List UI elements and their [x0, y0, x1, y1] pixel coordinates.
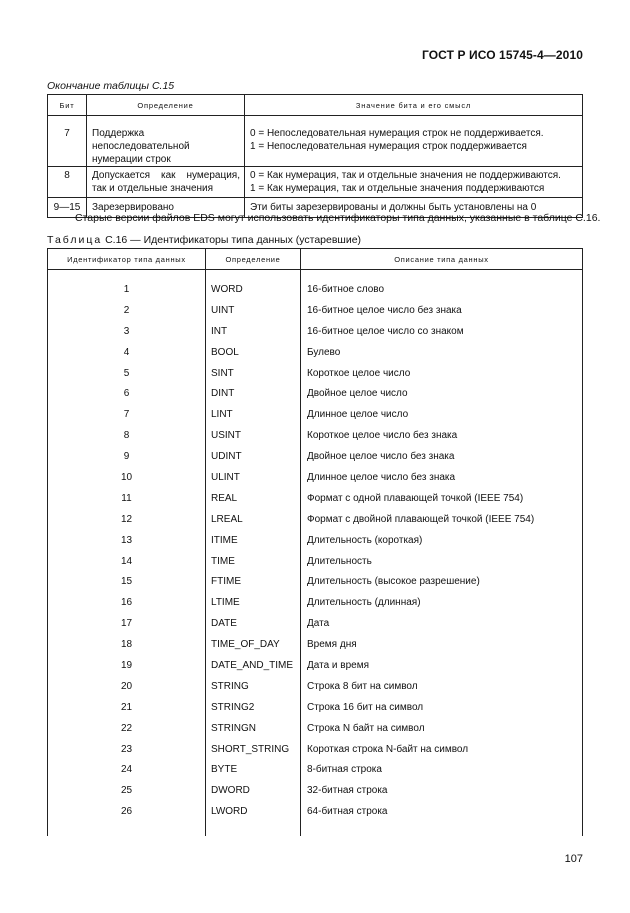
- table-row: [48, 342, 583, 363]
- cell-identifier: 18: [48, 634, 206, 655]
- cell-description: Строка 8 бит на символ: [301, 676, 583, 697]
- cell-bit: 8: [48, 167, 87, 198]
- table-c16-caption-text: С.16 — Идентификаторы типа данных (устаревшие): [102, 234, 362, 246]
- table-header-row: [48, 249, 583, 270]
- cell-identifier: 21: [48, 697, 206, 718]
- cell-identifier: 10: [48, 467, 206, 488]
- cell-description: Короткая строка N-байт на символ: [301, 739, 583, 760]
- document-header: ГОСТ Р ИСО 15745-4—2010: [421, 48, 583, 62]
- cell-identifier: 23: [48, 739, 206, 760]
- table-row: [48, 446, 583, 467]
- cell-definition: LREAL: [206, 509, 301, 530]
- cell-definition: UDINT: [206, 446, 301, 467]
- table-row: [48, 509, 583, 530]
- table-c15-caption: Окончание таблицы С.15: [47, 80, 175, 92]
- table-row: [48, 613, 583, 634]
- table-c16: [47, 248, 583, 836]
- cell-identifier: 9: [48, 446, 206, 467]
- cell-identifier: 20: [48, 676, 206, 697]
- cell-meaning: Эти биты зарезервированы и должны быть установлены на 0: [245, 198, 583, 218]
- cell-definition: STRINGN: [206, 718, 301, 739]
- cell-identifier: 19: [48, 655, 206, 676]
- table-row: [48, 634, 583, 655]
- cell-description: Дата и время: [301, 655, 583, 676]
- cell-identifier: 4: [48, 342, 206, 363]
- cell-identifier: 5: [48, 363, 206, 384]
- cell-description: Длинное целое число: [301, 404, 583, 425]
- cell-description: 64-битная строка: [301, 801, 583, 836]
- cell-definition: USINT: [206, 425, 301, 446]
- cell-description: Двойное целое число без знака: [301, 446, 583, 467]
- cell-definition: SHORT_STRING: [206, 739, 301, 760]
- cell-definition: BOOL: [206, 342, 301, 363]
- cell-definition: DINT: [206, 383, 301, 404]
- meaning-line: 1 = Непоследовательная нумерация строк поддерживается: [250, 141, 527, 152]
- cell-description: Длительность: [301, 551, 583, 572]
- cell-description: 8-битная строка: [301, 759, 583, 780]
- table-row: [48, 592, 583, 613]
- body-paragraph: Старые версии файлов EDS могут использовать идентификаторы типа данных, указанные в таблице С.16.: [75, 212, 601, 224]
- table-c16-caption-label: Таблица: [47, 234, 103, 246]
- cell-description: 16-битное целое число со знаком: [301, 321, 583, 342]
- cell-identifier: 7: [48, 404, 206, 425]
- table-row: [48, 780, 583, 801]
- table-row: [48, 530, 583, 551]
- table-row: [48, 467, 583, 488]
- cell-identifier: 3: [48, 321, 206, 342]
- table-row: [48, 116, 583, 167]
- table-row: [48, 551, 583, 572]
- table-row: [48, 167, 583, 198]
- cell-definition: LWORD: [206, 801, 301, 836]
- cell-identifier: 8: [48, 425, 206, 446]
- cell-bit: 9—15: [48, 198, 87, 218]
- cell-definition: ITIME: [206, 530, 301, 551]
- table-c16-body: [48, 270, 583, 837]
- cell-identifier: 6: [48, 383, 206, 404]
- table-row: [48, 718, 583, 739]
- cell-meaning: [245, 167, 583, 198]
- cell-definition: Зарезервировано: [87, 198, 245, 218]
- cell-definition: LTIME: [206, 592, 301, 613]
- table-row: [48, 759, 583, 780]
- cell-description: Короткое целое число без знака: [301, 425, 583, 446]
- table-row: [48, 739, 583, 760]
- cell-definition: DATE_AND_TIME: [206, 655, 301, 676]
- table-row: [48, 488, 583, 509]
- table-row: [48, 571, 583, 592]
- column-header-bit: Бит: [48, 95, 87, 116]
- cell-definition: WORD: [206, 270, 301, 300]
- cell-identifier: 11: [48, 488, 206, 509]
- cell-definition: REAL: [206, 488, 301, 509]
- cell-identifier: 17: [48, 613, 206, 634]
- cell-description: Строка N байт на символ: [301, 718, 583, 739]
- cell-description: Формат с двойной плавающей точкой (IEEE 754): [301, 509, 583, 530]
- cell-description: 32-битная строка: [301, 780, 583, 801]
- cell-description: Дата: [301, 613, 583, 634]
- table-row: [48, 676, 583, 697]
- cell-definition: TIME: [206, 551, 301, 572]
- table-row: [48, 300, 583, 321]
- table-row: [48, 697, 583, 718]
- cell-identifier: 15: [48, 571, 206, 592]
- cell-definition: TIME_OF_DAY: [206, 634, 301, 655]
- meaning-line: 1 = Как нумерация, так и отдельные значения поддерживаются: [250, 183, 545, 194]
- cell-definition: DWORD: [206, 780, 301, 801]
- meaning-line: 0 = Как нумерация, так и отдельные значения не поддерживаются.: [250, 170, 561, 181]
- table-row: [48, 383, 583, 404]
- cell-description: Длинное целое число без знака: [301, 467, 583, 488]
- page-number: 107: [564, 853, 583, 865]
- column-header-description: Описание типа данных: [301, 249, 583, 270]
- cell-description: Строка 16 бит на символ: [301, 697, 583, 718]
- cell-identifier: 16: [48, 592, 206, 613]
- column-header-identifier: Идентификатор типа данных: [48, 249, 206, 270]
- cell-definition: STRING2: [206, 697, 301, 718]
- cell-description: 16-битное целое число без знака: [301, 300, 583, 321]
- cell-definition: LINT: [206, 404, 301, 425]
- cell-description: Длительность (короткая): [301, 530, 583, 551]
- column-header-definition: Определение: [206, 249, 301, 270]
- cell-description: Формат с одной плавающей точкой (IEEE 754): [301, 488, 583, 509]
- cell-definition: ULINT: [206, 467, 301, 488]
- cell-definition: UINT: [206, 300, 301, 321]
- table-row: [48, 321, 583, 342]
- table-header-row: [48, 95, 583, 116]
- cell-identifier: 1: [48, 270, 206, 300]
- column-header-meaning: Значение бита и его смысл: [245, 95, 583, 116]
- cell-description: Длительность (высокое разрешение): [301, 571, 583, 592]
- table-row: [48, 363, 583, 384]
- table-row: [48, 655, 583, 676]
- cell-identifier: 14: [48, 551, 206, 572]
- table-row: [48, 270, 583, 300]
- cell-description: 16-битное слово: [301, 270, 583, 300]
- table-row: [48, 425, 583, 446]
- cell-description: Время дня: [301, 634, 583, 655]
- cell-definition: INT: [206, 321, 301, 342]
- cell-description: Двойное целое число: [301, 383, 583, 404]
- table-row: [48, 801, 583, 836]
- cell-description: Булево: [301, 342, 583, 363]
- cell-identifier: 12: [48, 509, 206, 530]
- cell-identifier: 22: [48, 718, 206, 739]
- cell-description: Короткое целое число: [301, 363, 583, 384]
- table-c16-caption: [47, 234, 361, 246]
- table-row: [48, 404, 583, 425]
- cell-bit: 7: [48, 116, 87, 167]
- cell-definition: SINT: [206, 363, 301, 384]
- cell-identifier: 24: [48, 759, 206, 780]
- cell-description: Длительность (длинная): [301, 592, 583, 613]
- cell-definition: Допускается как нумерация, так и отдельные значения: [87, 167, 245, 198]
- table-c15: [47, 94, 583, 218]
- cell-definition: FTIME: [206, 571, 301, 592]
- column-header-definition: Определение: [87, 95, 245, 116]
- cell-definition: Поддержка непоследовательной нумерации строк: [87, 116, 245, 167]
- cell-definition: DATE: [206, 613, 301, 634]
- cell-identifier: 25: [48, 780, 206, 801]
- cell-definition: STRING: [206, 676, 301, 697]
- meaning-line: 0 = Непоследовательная нумерация строк не поддерживается.: [250, 128, 544, 139]
- cell-identifier: 2: [48, 300, 206, 321]
- cell-meaning: [245, 116, 583, 167]
- cell-identifier: 13: [48, 530, 206, 551]
- cell-identifier: 26: [48, 801, 206, 836]
- cell-definition: BYTE: [206, 759, 301, 780]
